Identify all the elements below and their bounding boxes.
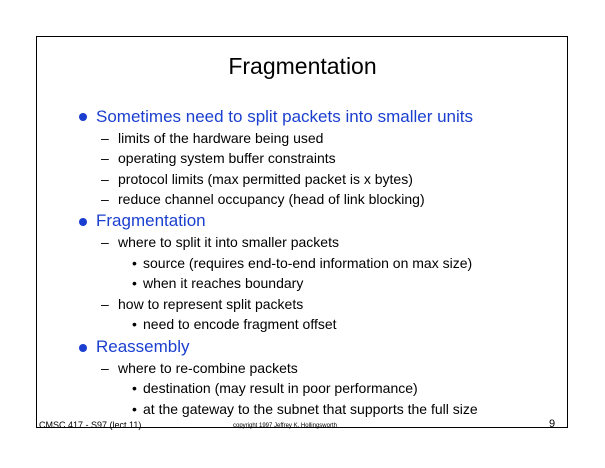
slide-frame	[36, 36, 568, 428]
sub-item-where-recombine: where to re-combine packets	[118, 360, 298, 376]
dash-marker: –	[101, 296, 109, 312]
sub-sub-item-destination: destination (may result in poor performance)	[143, 380, 418, 396]
dash-marker: –	[101, 360, 109, 376]
bullet-reassembly: Reassembly	[96, 337, 190, 356]
bullet-sometimes-split: Sometimes need to split packets into smaller units	[96, 107, 474, 126]
sub-item-channel-occupancy: reduce channel occupancy (head of link blocking)	[118, 191, 425, 207]
dash-marker: –	[101, 191, 109, 207]
dot-marker: •	[132, 255, 137, 271]
sub-item-hardware-limits: limits of the hardware being used	[118, 130, 324, 146]
sub-sub-item-source: source (requires end-to-end information on max size)	[143, 255, 473, 271]
sub-item-protocol-limits: protocol limits (max permitted packet is x bytes)	[118, 171, 413, 187]
sub-sub-item-boundary: when it reaches boundary	[143, 275, 304, 291]
dash-marker: –	[101, 171, 109, 187]
dash-marker: –	[101, 234, 109, 250]
dot-marker: •	[132, 401, 137, 417]
dot-marker: •	[132, 275, 137, 291]
page-number: 9	[549, 418, 556, 430]
slide-title: Fragmentation	[228, 53, 377, 79]
footer-copyright: copyright 1997 Jeffrey K. Hollingsworth	[233, 423, 337, 429]
dash-marker: –	[101, 130, 109, 146]
bullet-dot	[79, 113, 87, 121]
bullet-fragmentation: Fragmentation	[96, 211, 206, 230]
sub-sub-item-gateway: at the gateway to the subnet that supports the full size	[143, 401, 478, 417]
sub-sub-item-fragment-offset: need to encode fragment offset	[143, 316, 337, 332]
bullet-dot	[79, 218, 87, 226]
bullet-dot	[79, 344, 87, 352]
dash-marker: –	[101, 150, 109, 166]
footer-course: CMSC 417 - S97 (lect 11)	[39, 420, 142, 430]
dot-marker: •	[132, 380, 137, 396]
sub-item-os-buffer: operating system buffer constraints	[118, 150, 336, 166]
sub-item-represent-split: how to represent split packets	[118, 296, 304, 312]
dot-marker: •	[132, 316, 137, 332]
sub-item-where-split: where to split it into smaller packets	[118, 234, 339, 250]
